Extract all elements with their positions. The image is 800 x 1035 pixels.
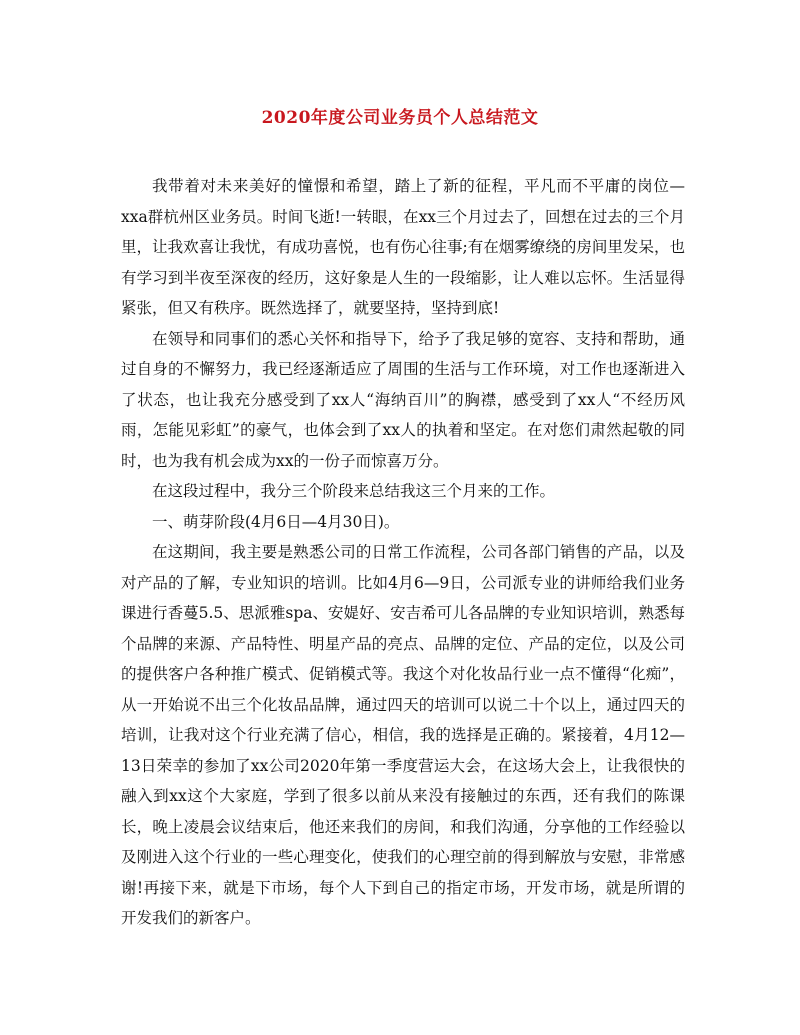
paragraph-intro: 我带着对未来美好的憧憬和希望，踏上了新的征程，平凡而不平庸的岗位—xxa群杭州区业务员。时间飞逝!一转眼，在xx三个月过去了，回想在过去的三个月里，让我欢喜让我忧，有成功喜悦，也有伤心往事;有在烟雾缭绕的房间里发呆，也有学习到半夜至深夜的经历，这好象是人生的一段缩影，让人难以忘怀。生活显得紧张，但又有秩序。既然选择了，就要坚持，坚持到底! [121,177,685,317]
document-body [121,171,685,934]
paragraph-stages-intro: 在这段过程中，我分三个阶段来总结我这三个月来的工作。 [152,482,556,500]
paragraph-stage-one-heading: 一、萌芽阶段(4月6日—4月30日)。 [152,512,400,531]
paragraph-stage-one-details: 在这期间，我主要是熟悉公司的日常工作流程，公司各部门销售的产品，以及对产品的了解，专业知识的培训。比如4月6—9日，公司派专业的讲师给我们业务课进行香蔓5.5、思派雅spa、安媞好、安吉希可儿各品牌的专业知识培训，熟悉每个品牌的来源、产品特性、明星产品的亮点、品牌的定位、产品的定位，以及公司的提供客户各种推广模式、促销模式等。我这个对化妆品行业一点不懂得“化痴”，从一开始说不出三个化妆品品牌，通过四天的培训可以说二十个以上，通过四天的培训，让我对这个行业充满了信心，相信，我的选择是正确的。紧接着，4月12—13日荣幸的参加了xx公司2020年第一季度营运大会，在这场大会上，让我很快的融入到xx这个大家庭，学到了很多以前从来没有接触过的东西，还有我们的陈课长，晚上凌晨会议结束后，他还来我们的房间，和我们沟通，分享他的工作经验以及刚进入这个行业的一些心理变化，使我们的心理空前的得到解放与安慰，非常感谢!再接下来，就是下市场，每个人下到自己的指定市场，开发市场，就是所谓的开发我们的新客户。 [121,543,685,927]
paragraph-guidance: 在领导和同事们的悉心关怀和指导下，给予了我足够的宽容、支持和帮助，通过自身的不懈努力，我已经逐渐适应了周围的生活与工作环境，对工作也逐渐进入了状态，也让我充分感受到了xx人“海纳百川”的胸襟，感受到了xx人“不经历风雨，怎能见彩虹”的豪气，也体会到了xx人的执着和坚定。在对您们肃然起敬的同时，也为我有机会成为xx的一份子而惊喜万分。 [121,329,685,470]
document-title: 2020年度公司业务员个人总结范文 [261,108,539,128]
